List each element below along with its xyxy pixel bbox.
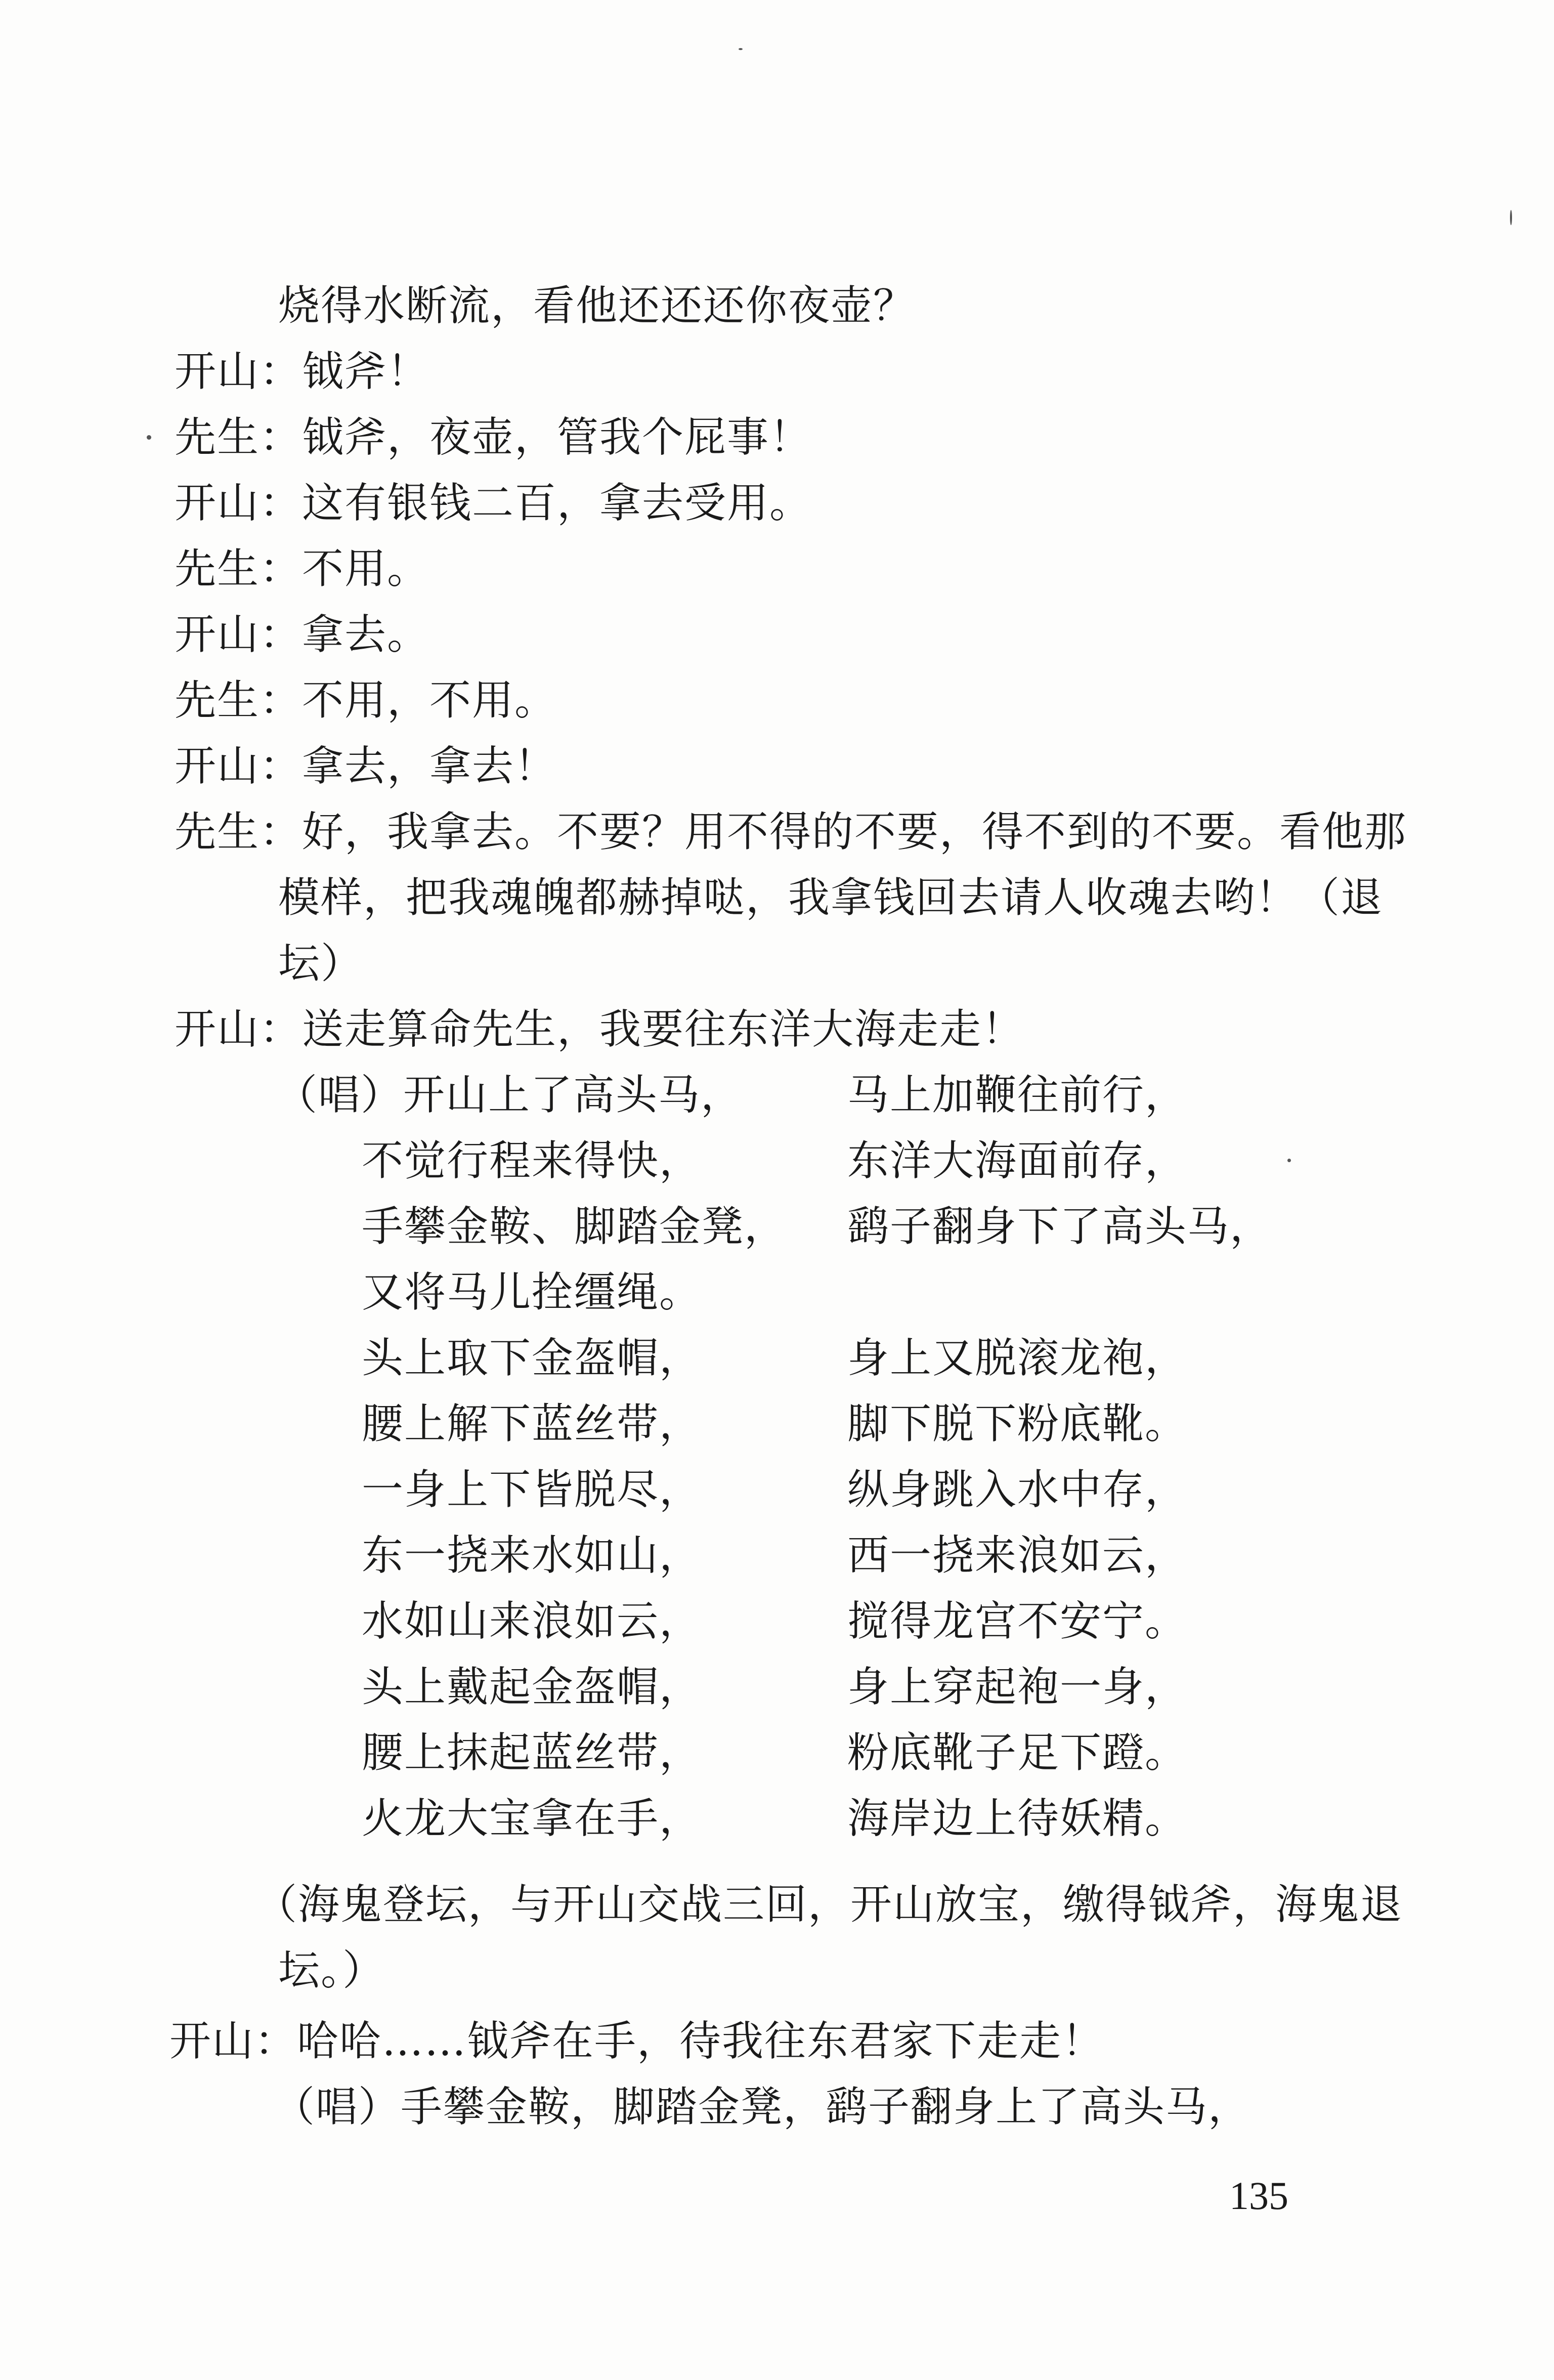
scan-speck — [739, 48, 743, 50]
stage-direction: （海鬼登坛，与开山交战三回，开山放宝，缴得钺斧，海鬼退 — [255, 1881, 1403, 1929]
scan-speck — [1510, 210, 1512, 225]
verse-left: 腰上抹起蓝丝带， — [362, 1729, 702, 1777]
text-line: 先生：不用，不用。 — [175, 676, 557, 725]
verse-left: 头上戴起金盔帽， — [362, 1663, 702, 1711]
verse-left: 头上取下金盔帽， — [362, 1334, 702, 1382]
text-line: 先生：好，我拿去。不要？用不得的不要，得不到的不要。看他那 — [175, 808, 1407, 856]
verse-right: 纵身跳入水中存， — [847, 1466, 1188, 1514]
verse-right: 粉底靴子足下蹬。 — [847, 1729, 1188, 1777]
text-line: 开山：拿去。 — [175, 611, 430, 659]
text-line: 开山：哈哈……钺斧在手，待我往东君家下走走！ — [169, 2017, 1105, 2065]
text-line: 开山：送走算命先生，我要往东洋大海走走！ — [175, 1005, 1025, 1053]
verse-right: 身上又脱滚龙袍， — [847, 1334, 1188, 1382]
verse-left: 一身上下皆脱尽， — [362, 1466, 702, 1514]
text-line: 先生：不用。 — [175, 545, 430, 593]
text-line: （唱）手攀金鞍，脚踏金凳，鹞子翻身上了高头马， — [273, 2083, 1251, 2131]
verse-right: 身上穿起袍一身， — [847, 1663, 1188, 1711]
text-line: 开山：拿去，拿去！ — [175, 742, 557, 790]
text-line: 坛） — [278, 940, 364, 988]
verse-left: 腰上解下蓝丝带， — [362, 1400, 702, 1448]
text-line: 先生：钺斧，夜壶，管我个屁事！ — [175, 413, 812, 461]
verse-right: 搅得龙宫不安宁。 — [847, 1597, 1188, 1645]
verse-left: 又将马儿拴缰绳。 — [362, 1268, 702, 1316]
verse-right: 脚下脱下粉底靴。 — [847, 1400, 1188, 1448]
verse-right: 鹞子翻身下了高头马， — [847, 1203, 1273, 1251]
text-line: 模样，把我魂魄都赫掉哒，我拿钱回去请人收魂去哟！（退 — [278, 874, 1384, 922]
verse-right: 西一挠来浪如云， — [847, 1532, 1188, 1580]
verse-left: 火龙大宝拿在手， — [362, 1795, 702, 1843]
scan-speck — [147, 435, 151, 440]
verse-right: 东洋大海面前存， — [847, 1137, 1188, 1185]
verse-left: 东一挠来水如山， — [362, 1532, 702, 1580]
verse-left: 不觉行程来得快， — [362, 1137, 702, 1185]
verse-left: 水如山来浪如云， — [362, 1597, 702, 1645]
stage-direction: 坛。） — [278, 1946, 385, 1994]
scan-speck — [1287, 1159, 1291, 1162]
text-line: 开山：钺斧！ — [175, 348, 430, 396]
text-line: 烧得水断流，看他还还还你夜壶？ — [278, 282, 916, 330]
verse-right: 海岸边上待妖精。 — [847, 1795, 1188, 1843]
page-number: 135 — [1229, 2174, 1288, 2218]
verse-right: 马上加鞭往前行， — [847, 1071, 1188, 1119]
verse-left: 手攀金鞍、脚踏金凳， — [362, 1203, 787, 1251]
verse-left: （唱）开山上了高头马， — [276, 1071, 744, 1119]
text-line: 开山：这有银钱二百，拿去受用。 — [175, 479, 812, 527]
